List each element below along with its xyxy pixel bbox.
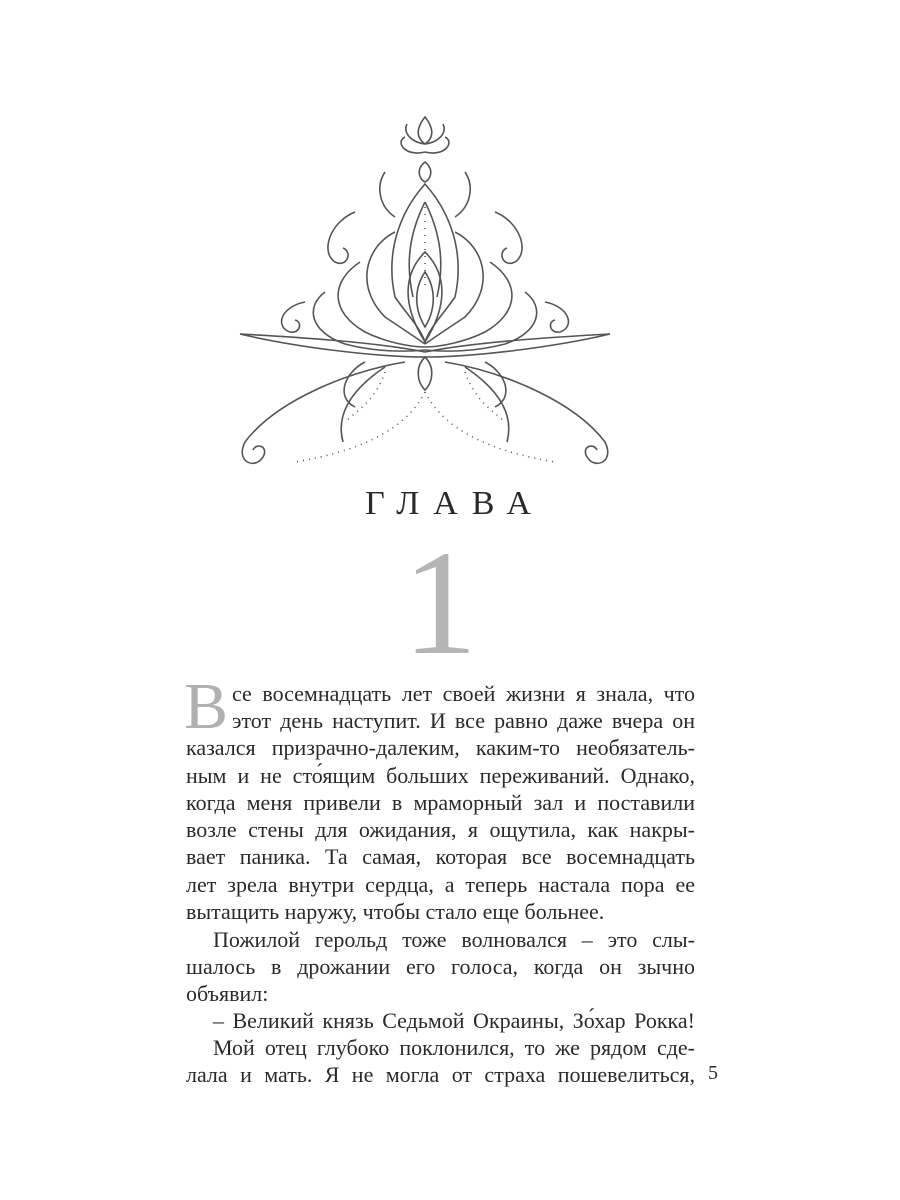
text-line: шалось в дрожании его голоса, когда он зычно: [186, 954, 695, 979]
text-line: лет зрела внутри сердца, а теперь настала пора ее: [186, 872, 695, 897]
chapter-number: 1: [402, 520, 478, 686]
text-line: возле стены для ожидания, я ощутила, как накры-: [186, 817, 695, 842]
text-line: лала и мать. Я не могла от страха пошевелиться,: [186, 1062, 695, 1087]
text-line: объявил:: [186, 981, 269, 1006]
text-line: когда меня привели в мраморный зал и поставили: [186, 790, 695, 815]
chapter-heading: ГЛАВА: [365, 485, 545, 522]
text-line: Мой отец глубоко поклонился, то же рядом сде-: [213, 1035, 695, 1060]
lotus-ornament: [235, 112, 615, 482]
text-line: этот день наступит. И все равно даже вчера он: [232, 708, 695, 733]
drop-cap: В: [184, 670, 229, 743]
text-line: Пожилой герольд тоже волновался – это слы-: [213, 927, 695, 952]
text-line: вает паника. Та самая, которая все восемнадцать: [186, 844, 695, 869]
page-number: 5: [708, 1062, 718, 1084]
text-line: ным и не сто́ящим больших переживаний. Однако,: [186, 763, 695, 788]
text-line: вытащить наружу, чтобы стало еще больнее.: [186, 899, 605, 924]
text-line: казался призрачно-далеким, каким-то необязатель-: [186, 735, 695, 760]
text-line: – Великий князь Седьмой Окраины, Зо́хар Рокка!: [213, 1008, 695, 1033]
text-line: се восемнадцать лет своей жизни я знала, что: [232, 681, 695, 706]
